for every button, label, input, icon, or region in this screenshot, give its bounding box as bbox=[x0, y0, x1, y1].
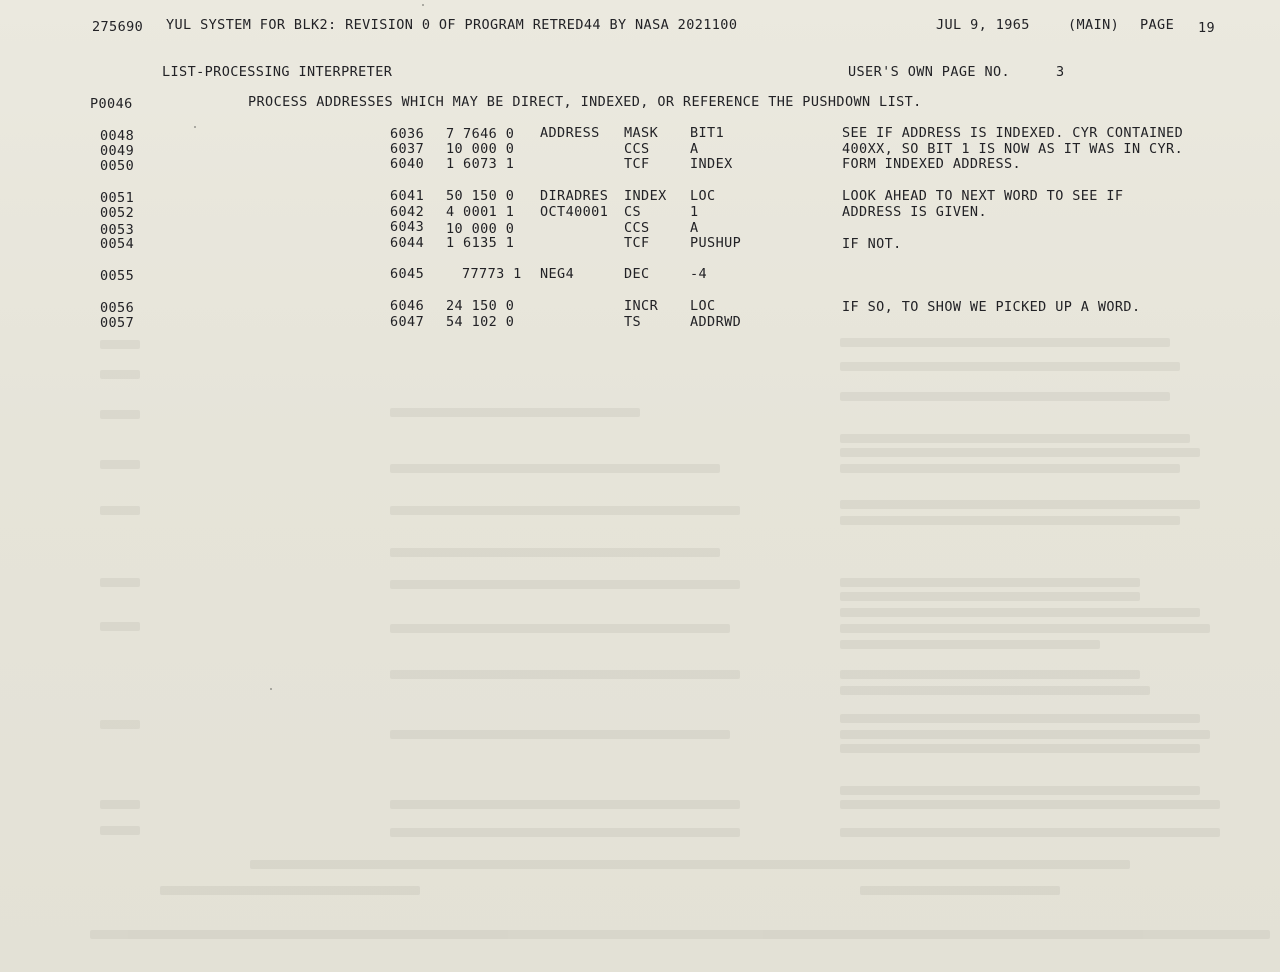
comment: ADDRESS IS GIVEN. bbox=[842, 204, 987, 220]
comment: IF NOT. bbox=[842, 236, 902, 252]
memory-address: 6037 bbox=[390, 141, 425, 157]
memory-address: 6047 bbox=[390, 314, 425, 330]
comment-header-text: PROCESS ADDRESSES WHICH MAY BE DIRECT, INDEXED, OR REFERENCE THE PUSHDOWN LIST. bbox=[248, 94, 922, 110]
octal-code: 10 000 0 bbox=[446, 221, 515, 237]
opcode: TS bbox=[624, 314, 642, 330]
line-number: 0055 bbox=[100, 268, 135, 284]
opcode: TCF bbox=[624, 235, 650, 251]
line-number: 0049 bbox=[100, 143, 135, 159]
memory-address: 6041 bbox=[390, 188, 425, 204]
comment-header-line: P0046 bbox=[90, 96, 133, 112]
symbol-label: OCT40001 bbox=[540, 204, 609, 220]
page-label: PAGE bbox=[1140, 17, 1175, 33]
symbol-label: DIRADRES bbox=[540, 188, 609, 204]
line-number: 0048 bbox=[100, 128, 135, 144]
symbol-label: ADDRESS bbox=[540, 125, 600, 141]
line-number: 0052 bbox=[100, 205, 135, 221]
operand: BIT1 bbox=[690, 125, 725, 141]
opcode: MASK bbox=[624, 125, 659, 141]
print-speck bbox=[422, 4, 424, 6]
operand: LOC bbox=[690, 188, 716, 204]
opcode: TCF bbox=[624, 156, 650, 172]
subheader-right-label: USER'S OWN PAGE NO. bbox=[848, 64, 1011, 80]
subheader-right-number: 3 bbox=[1056, 64, 1065, 80]
comment: LOOK AHEAD TO NEXT WORD TO SEE IF bbox=[842, 188, 1124, 204]
operand: ADDRWD bbox=[690, 314, 742, 330]
line-number: 0054 bbox=[100, 236, 135, 252]
memory-address: 6042 bbox=[390, 204, 425, 220]
operand: PUSHUP bbox=[690, 235, 742, 251]
operand: A bbox=[690, 220, 699, 236]
memory-address: 6043 bbox=[390, 219, 425, 235]
octal-code: 7 7646 0 bbox=[446, 126, 515, 142]
system-title: YUL SYSTEM FOR BLK2: REVISION 0 OF PROGRAM RETRED44 BY NASA 2021100 bbox=[166, 17, 738, 33]
octal-code: 4 0001 1 bbox=[446, 204, 515, 220]
comment: FORM INDEXED ADDRESS. bbox=[842, 156, 1022, 172]
memory-address: 6036 bbox=[390, 126, 425, 142]
octal-code: 24 150 0 bbox=[446, 298, 515, 314]
opcode: INCR bbox=[624, 298, 659, 314]
operand: A bbox=[690, 141, 699, 157]
memory-address: 6044 bbox=[390, 235, 425, 251]
comment: SEE IF ADDRESS IS INDEXED. CYR CONTAINED bbox=[842, 125, 1184, 141]
line-number: 0057 bbox=[100, 315, 135, 331]
operand: 1 bbox=[690, 204, 699, 220]
comment: IF SO, TO SHOW WE PICKED UP A WORD. bbox=[842, 299, 1141, 315]
memory-address: 6046 bbox=[390, 298, 425, 314]
line-number: 0050 bbox=[100, 158, 135, 174]
line-number: 0056 bbox=[100, 300, 135, 316]
listing-section: (MAIN) bbox=[1068, 17, 1120, 33]
print-speck bbox=[270, 688, 272, 690]
octal-code: 1 6135 1 bbox=[446, 235, 515, 251]
operand: INDEX bbox=[690, 156, 733, 172]
print-speck bbox=[194, 126, 196, 128]
line-number: 0053 bbox=[100, 222, 135, 238]
octal-code: 10 000 0 bbox=[446, 141, 515, 157]
memory-address: 6045 bbox=[390, 266, 425, 282]
job-id: 275690 bbox=[92, 19, 144, 35]
octal-code: 54 102 0 bbox=[446, 314, 515, 330]
opcode: CS bbox=[624, 204, 642, 220]
opcode: CCS bbox=[624, 220, 650, 236]
opcode: DEC bbox=[624, 266, 650, 282]
opcode: CCS bbox=[624, 141, 650, 157]
operand: LOC bbox=[690, 298, 716, 314]
symbol-label: NEG4 bbox=[540, 266, 575, 282]
opcode: INDEX bbox=[624, 188, 667, 204]
memory-address: 6040 bbox=[390, 156, 425, 172]
octal-code: 50 150 0 bbox=[446, 188, 515, 204]
comment: 400XX, SO BIT 1 IS NOW AS IT WAS IN CYR. bbox=[842, 141, 1184, 157]
octal-code: 1 6073 1 bbox=[446, 156, 515, 172]
operand: -4 bbox=[690, 266, 708, 282]
page-number: 19 bbox=[1198, 20, 1216, 36]
listing-date: JUL 9, 1965 bbox=[936, 17, 1030, 33]
line-number: 0051 bbox=[100, 190, 135, 206]
subheader-left: LIST-PROCESSING INTERPRETER bbox=[162, 64, 393, 80]
octal-code: 77773 1 bbox=[462, 266, 522, 282]
